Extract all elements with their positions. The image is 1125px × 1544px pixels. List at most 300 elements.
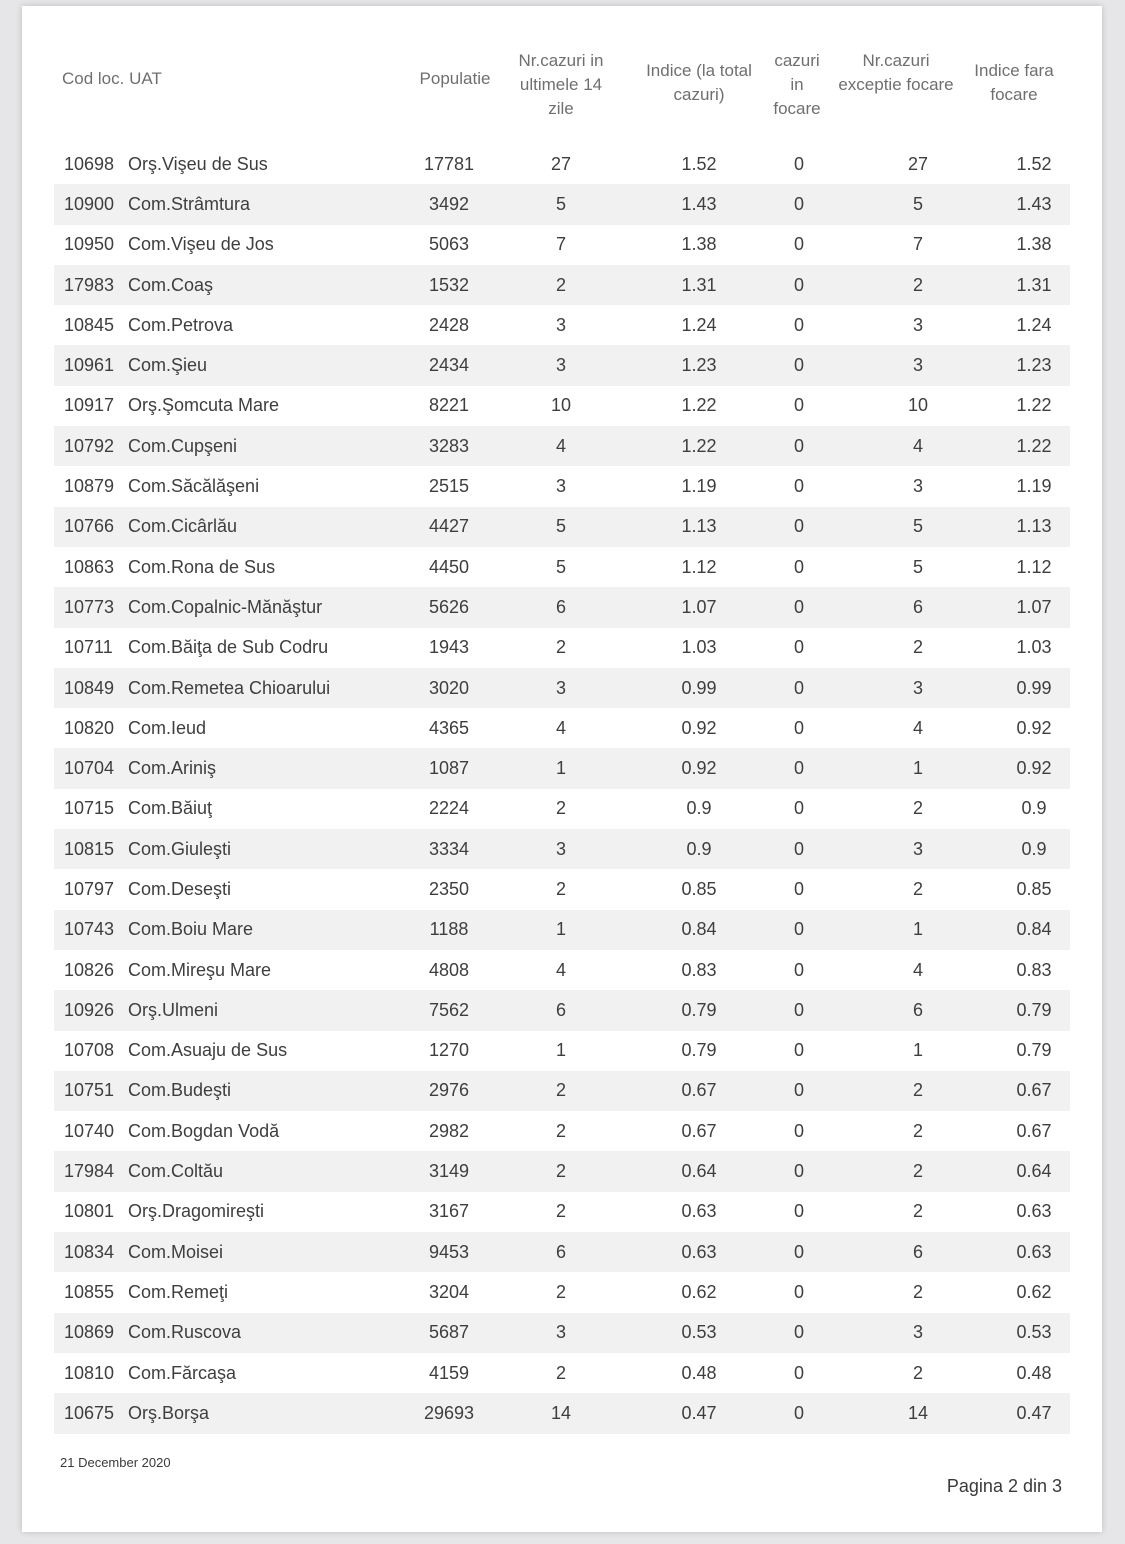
row-indice-fara: 1.52 bbox=[1016, 153, 1052, 174]
page-number: Pagina 2 din 3 bbox=[946, 1476, 1062, 1496]
table-row bbox=[54, 1071, 1070, 1111]
row-indice: 1.24 bbox=[681, 314, 717, 335]
row-uat: Com.Strâmtura bbox=[128, 193, 251, 214]
row-nr-exceptie: 3 bbox=[912, 838, 923, 859]
table-row bbox=[54, 345, 1070, 385]
row-nr-cazuri: 2 bbox=[555, 1201, 566, 1222]
row-nr-cazuri: 14 bbox=[550, 1402, 572, 1423]
table-row bbox=[54, 910, 1070, 950]
row-nr-exceptie: 3 bbox=[912, 476, 923, 497]
row-cazuri-focare: 0 bbox=[793, 395, 804, 416]
row-nr-cazuri: 6 bbox=[555, 999, 566, 1020]
row-nr-exceptie: 2 bbox=[912, 798, 923, 819]
table-header bbox=[22, 6, 1102, 136]
row-cazuri-focare: 0 bbox=[793, 153, 804, 174]
table-row bbox=[54, 829, 1070, 869]
row-cazuri-focare: 0 bbox=[793, 234, 804, 255]
row-cazuri-focare: 0 bbox=[793, 1201, 804, 1222]
row-indice-fara: 0.99 bbox=[1016, 677, 1052, 698]
row-code: 10740 bbox=[64, 1120, 115, 1141]
table-row bbox=[54, 1111, 1070, 1151]
row-nr-cazuri: 7 bbox=[555, 234, 566, 255]
row-cazuri-focare: 0 bbox=[793, 798, 804, 819]
row-indice: 0.67 bbox=[681, 1120, 717, 1141]
row-indice: 1.07 bbox=[681, 596, 717, 617]
row-nr-cazuri: 2 bbox=[555, 274, 566, 295]
row-code: 10820 bbox=[64, 717, 115, 738]
row-nr-exceptie: 2 bbox=[912, 1362, 923, 1383]
row-nr-exceptie: 4 bbox=[912, 435, 923, 456]
row-uat: Orş.Dragomireşti bbox=[128, 1201, 265, 1222]
table-row bbox=[54, 789, 1070, 829]
row-nr-exceptie: 5 bbox=[912, 556, 923, 577]
row-indice-fara: 1.19 bbox=[1016, 476, 1052, 497]
row-indice-fara: 1.23 bbox=[1016, 355, 1052, 376]
row-cazuri-focare: 0 bbox=[793, 919, 804, 940]
row-indice: 0.47 bbox=[681, 1402, 717, 1423]
row-populatie: 4450 bbox=[428, 556, 470, 577]
row-indice-fara: 0.63 bbox=[1016, 1201, 1052, 1222]
row-indice-fara: 0.84 bbox=[1016, 919, 1052, 940]
row-uat: Com.Bogdan Vodă bbox=[128, 1120, 280, 1141]
row-uat: Com.Cupşeni bbox=[128, 435, 238, 456]
row-indice-fara: 0.67 bbox=[1016, 1080, 1052, 1101]
row-nr-cazuri: 6 bbox=[555, 596, 566, 617]
header-nr-cazuri-14: Nr.cazuri in ultimele 14 zile bbox=[518, 51, 604, 118]
row-code: 17984 bbox=[64, 1161, 115, 1182]
row-indice: 0.9 bbox=[686, 798, 712, 819]
row-indice: 1.19 bbox=[681, 476, 717, 497]
table-row bbox=[54, 507, 1070, 547]
table-row bbox=[54, 466, 1070, 506]
row-populatie: 29693 bbox=[423, 1402, 475, 1423]
row-uat: Com.Băiuţ bbox=[128, 798, 213, 819]
row-uat: Orş.Ulmeni bbox=[128, 999, 219, 1020]
row-nr-cazuri: 4 bbox=[555, 435, 566, 456]
row-indice: 0.67 bbox=[681, 1080, 717, 1101]
row-indice: 0.63 bbox=[681, 1241, 717, 1262]
row-nr-exceptie: 3 bbox=[912, 355, 923, 376]
row-cazuri-focare: 0 bbox=[793, 878, 804, 899]
row-cazuri-focare: 0 bbox=[793, 1241, 804, 1262]
row-indice-fara: 1.22 bbox=[1016, 435, 1052, 456]
row-code: 17983 bbox=[64, 274, 115, 295]
row-cazuri-focare: 0 bbox=[793, 516, 804, 537]
row-indice: 1.43 bbox=[681, 193, 717, 214]
table-row bbox=[54, 144, 1070, 184]
table-row bbox=[54, 628, 1070, 668]
row-nr-cazuri: 4 bbox=[555, 717, 566, 738]
row-cazuri-focare: 0 bbox=[793, 677, 804, 698]
row-populatie: 3492 bbox=[428, 193, 470, 214]
row-indice-fara: 0.48 bbox=[1016, 1362, 1052, 1383]
row-uat: Com.Asuaju de Sus bbox=[128, 1040, 288, 1061]
row-code: 10792 bbox=[64, 435, 115, 456]
row-cazuri-focare: 0 bbox=[793, 355, 804, 376]
row-populatie: 8221 bbox=[428, 395, 470, 416]
row-nr-exceptie: 3 bbox=[912, 314, 923, 335]
row-indice: 0.79 bbox=[681, 999, 717, 1020]
table-row bbox=[54, 265, 1070, 305]
row-cazuri-focare: 0 bbox=[793, 838, 804, 859]
row-populatie: 3283 bbox=[428, 435, 470, 456]
row-nr-exceptie: 2 bbox=[912, 637, 923, 658]
row-code: 10826 bbox=[64, 959, 115, 980]
row-code: 10869 bbox=[64, 1322, 115, 1343]
row-uat: Com.Vişeu de Jos bbox=[128, 234, 274, 255]
table-row bbox=[54, 708, 1070, 748]
row-nr-cazuri: 1 bbox=[555, 1040, 566, 1061]
row-nr-exceptie: 6 bbox=[912, 999, 923, 1020]
row-nr-exceptie: 1 bbox=[912, 758, 923, 779]
row-uat: Com.Giuleşti bbox=[128, 838, 232, 859]
row-indice: 1.22 bbox=[681, 395, 717, 416]
row-nr-cazuri: 2 bbox=[555, 1281, 566, 1302]
row-nr-exceptie: 5 bbox=[912, 193, 923, 214]
row-cazuri-focare: 0 bbox=[793, 193, 804, 214]
row-uat: Com.Cicârlău bbox=[128, 516, 238, 537]
row-uat: Orş.Borşa bbox=[128, 1402, 210, 1423]
row-nr-cazuri: 3 bbox=[555, 314, 566, 335]
row-uat: Com.Ruscova bbox=[128, 1322, 242, 1343]
table-row bbox=[54, 184, 1070, 224]
row-uat: Com.Băiţa de Sub Codru bbox=[128, 637, 329, 658]
row-indice-fara: 0.83 bbox=[1016, 959, 1052, 980]
row-code: 10711 bbox=[64, 637, 113, 658]
row-code: 10810 bbox=[64, 1362, 115, 1383]
row-indice-fara: 1.31 bbox=[1016, 274, 1052, 295]
row-uat: Com.Fărcaşa bbox=[128, 1362, 237, 1383]
row-code: 10797 bbox=[64, 878, 115, 899]
row-code: 10715 bbox=[64, 798, 115, 819]
table-row bbox=[54, 386, 1070, 426]
row-indice-fara: 1.24 bbox=[1016, 314, 1052, 335]
row-indice: 1.03 bbox=[681, 637, 717, 658]
row-nr-exceptie: 3 bbox=[912, 677, 923, 698]
row-nr-cazuri: 3 bbox=[555, 838, 566, 859]
row-indice: 1.52 bbox=[681, 153, 717, 174]
row-populatie: 1270 bbox=[428, 1040, 470, 1061]
table-row bbox=[54, 1353, 1070, 1393]
header-code-uat: Cod loc. UAT bbox=[62, 69, 162, 88]
row-indice-fara: 0.53 bbox=[1016, 1322, 1052, 1343]
row-nr-cazuri: 2 bbox=[555, 878, 566, 899]
table-row bbox=[54, 1272, 1070, 1312]
row-code: 10950 bbox=[64, 234, 115, 255]
row-indice-fara: 0.62 bbox=[1016, 1281, 1052, 1302]
table-row bbox=[54, 547, 1070, 587]
row-indice-fara: 1.03 bbox=[1016, 637, 1052, 658]
row-nr-exceptie: 1 bbox=[912, 1040, 923, 1061]
row-populatie: 3020 bbox=[428, 677, 470, 698]
row-cazuri-focare: 0 bbox=[793, 717, 804, 738]
row-uat: Com.Remetea Chioarului bbox=[128, 677, 331, 698]
row-nr-exceptie: 14 bbox=[907, 1402, 929, 1423]
row-populatie: 7562 bbox=[428, 999, 470, 1020]
row-code: 10766 bbox=[64, 516, 115, 537]
row-indice-fara: 0.92 bbox=[1016, 758, 1052, 779]
row-uat: Com.Copalnic-Mănăştur bbox=[128, 596, 323, 617]
row-nr-exceptie: 2 bbox=[912, 1281, 923, 1302]
row-indice-fara: 1.38 bbox=[1016, 234, 1052, 255]
row-nr-cazuri: 2 bbox=[555, 1080, 566, 1101]
row-indice: 0.99 bbox=[681, 677, 717, 698]
table-row bbox=[54, 305, 1070, 345]
row-indice-fara: 0.64 bbox=[1016, 1161, 1052, 1182]
row-nr-cazuri: 3 bbox=[555, 677, 566, 698]
row-nr-exceptie: 6 bbox=[912, 1241, 923, 1262]
row-cazuri-focare: 0 bbox=[793, 556, 804, 577]
row-code: 10961 bbox=[64, 355, 115, 376]
row-nr-cazuri: 27 bbox=[550, 153, 572, 174]
row-populatie: 3204 bbox=[428, 1281, 470, 1302]
table-row bbox=[54, 225, 1070, 265]
row-populatie: 2350 bbox=[428, 878, 470, 899]
row-nr-cazuri: 2 bbox=[555, 1362, 566, 1383]
row-populatie: 2976 bbox=[428, 1080, 470, 1101]
row-cazuri-focare: 0 bbox=[793, 476, 804, 497]
row-populatie: 1087 bbox=[428, 758, 470, 779]
table-row bbox=[54, 1232, 1070, 1272]
row-cazuri-focare: 0 bbox=[793, 1362, 804, 1383]
row-cazuri-focare: 0 bbox=[793, 637, 804, 658]
row-cazuri-focare: 0 bbox=[793, 1161, 804, 1182]
row-nr-cazuri: 5 bbox=[555, 516, 566, 537]
row-indice-fara: 1.07 bbox=[1016, 596, 1052, 617]
row-nr-cazuri: 1 bbox=[555, 919, 566, 940]
row-indice: 0.9 bbox=[686, 838, 712, 859]
row-indice-fara: 0.79 bbox=[1016, 1040, 1052, 1061]
table-row bbox=[54, 950, 1070, 990]
row-code: 10675 bbox=[64, 1402, 115, 1423]
row-populatie: 5063 bbox=[428, 234, 470, 255]
row-populatie: 3149 bbox=[428, 1161, 470, 1182]
row-code: 10698 bbox=[64, 153, 115, 174]
row-populatie: 17781 bbox=[423, 153, 475, 174]
row-uat: Com.Coltău bbox=[128, 1161, 224, 1182]
row-indice: 1.12 bbox=[681, 556, 717, 577]
row-nr-cazuri: 3 bbox=[555, 1322, 566, 1343]
row-code: 10845 bbox=[64, 314, 115, 335]
row-indice-fara: 0.67 bbox=[1016, 1120, 1052, 1141]
report-date: 21 December 2020 bbox=[60, 1455, 171, 1470]
row-nr-exceptie: 3 bbox=[912, 1322, 923, 1343]
row-populatie: 3334 bbox=[428, 838, 470, 859]
row-indice: 0.63 bbox=[681, 1201, 717, 1222]
row-nr-cazuri: 4 bbox=[555, 959, 566, 980]
row-code: 10879 bbox=[64, 476, 115, 497]
row-cazuri-focare: 0 bbox=[793, 758, 804, 779]
row-uat: Com.Petrova bbox=[128, 314, 234, 335]
row-cazuri-focare: 0 bbox=[793, 1080, 804, 1101]
row-uat: Com.Rona de Sus bbox=[128, 556, 276, 577]
row-indice-fara: 1.22 bbox=[1016, 395, 1052, 416]
table-row bbox=[54, 1313, 1070, 1353]
row-indice: 0.53 bbox=[681, 1322, 717, 1343]
row-indice-fara: 0.92 bbox=[1016, 717, 1052, 738]
row-indice: 0.84 bbox=[681, 919, 717, 940]
row-indice: 0.92 bbox=[681, 758, 717, 779]
row-nr-exceptie: 2 bbox=[912, 1161, 923, 1182]
row-populatie: 4808 bbox=[428, 959, 470, 980]
table-row bbox=[54, 1192, 1070, 1232]
row-nr-cazuri: 5 bbox=[555, 556, 566, 577]
row-populatie: 5626 bbox=[428, 596, 470, 617]
row-code: 10751 bbox=[64, 1080, 115, 1101]
row-nr-cazuri: 5 bbox=[555, 193, 566, 214]
row-indice-fara: 0.85 bbox=[1016, 878, 1052, 899]
row-uat: Com.Ariniş bbox=[128, 758, 217, 779]
table-row bbox=[54, 587, 1070, 627]
row-indice: 0.92 bbox=[681, 717, 717, 738]
row-cazuri-focare: 0 bbox=[793, 1120, 804, 1141]
row-populatie: 2515 bbox=[428, 476, 470, 497]
row-populatie: 2224 bbox=[428, 798, 470, 819]
row-nr-cazuri: 2 bbox=[555, 798, 566, 819]
row-indice-fara: 0.47 bbox=[1016, 1402, 1052, 1423]
row-populatie: 2982 bbox=[428, 1120, 470, 1141]
row-nr-exceptie: 4 bbox=[912, 959, 923, 980]
row-nr-exceptie: 2 bbox=[912, 1120, 923, 1141]
row-cazuri-focare: 0 bbox=[793, 1281, 804, 1302]
row-code: 10834 bbox=[64, 1241, 115, 1262]
row-nr-exceptie: 4 bbox=[912, 717, 923, 738]
row-uat: Com.Moisei bbox=[128, 1241, 224, 1262]
row-uat: Com.Şieu bbox=[128, 355, 208, 376]
table-row bbox=[54, 748, 1070, 788]
row-nr-cazuri: 2 bbox=[555, 1120, 566, 1141]
row-nr-exceptie: 2 bbox=[912, 878, 923, 899]
row-nr-cazuri: 6 bbox=[555, 1241, 566, 1262]
row-populatie: 2428 bbox=[428, 314, 470, 335]
row-indice: 0.85 bbox=[681, 878, 717, 899]
row-populatie: 3167 bbox=[428, 1201, 470, 1222]
row-populatie: 1943 bbox=[428, 637, 470, 658]
row-cazuri-focare: 0 bbox=[793, 596, 804, 617]
row-cazuri-focare: 0 bbox=[793, 999, 804, 1020]
row-cazuri-focare: 0 bbox=[793, 1040, 804, 1061]
row-uat: Com.Mireşu Mare bbox=[128, 959, 272, 980]
row-code: 10926 bbox=[64, 999, 115, 1020]
row-nr-exceptie: 2 bbox=[912, 274, 923, 295]
header-indice-total: Indice (la total cazuri) bbox=[646, 61, 752, 104]
row-nr-cazuri: 10 bbox=[550, 395, 572, 416]
row-indice-fara: 0.9 bbox=[1021, 798, 1047, 819]
row-nr-cazuri: 1 bbox=[555, 758, 566, 779]
row-populatie: 4365 bbox=[428, 717, 470, 738]
row-code: 10863 bbox=[64, 556, 115, 577]
row-populatie: 5687 bbox=[428, 1322, 470, 1343]
row-populatie: 4427 bbox=[428, 516, 470, 537]
row-populatie: 1188 bbox=[429, 919, 469, 940]
row-uat: Com.Coaş bbox=[128, 274, 214, 295]
row-indice: 1.31 bbox=[681, 274, 717, 295]
row-indice: 1.38 bbox=[681, 234, 717, 255]
header-indice-fara: Indice fara focare bbox=[974, 61, 1054, 104]
row-code: 10917 bbox=[64, 395, 115, 416]
row-cazuri-focare: 0 bbox=[793, 435, 804, 456]
row-populatie: 1532 bbox=[428, 274, 470, 295]
table-row bbox=[54, 1031, 1070, 1071]
row-uat: Orş.Şomcuta Mare bbox=[128, 395, 280, 416]
row-code: 10743 bbox=[64, 919, 115, 940]
row-populatie: 4159 bbox=[428, 1362, 470, 1383]
row-nr-cazuri: 3 bbox=[555, 476, 566, 497]
row-nr-exceptie: 2 bbox=[912, 1201, 923, 1222]
row-nr-exceptie: 7 bbox=[912, 234, 923, 255]
row-code: 10900 bbox=[64, 193, 115, 214]
row-nr-cazuri: 2 bbox=[555, 637, 566, 658]
row-indice: 0.83 bbox=[681, 959, 717, 980]
table-body bbox=[54, 144, 1070, 1434]
row-indice-fara: 1.12 bbox=[1016, 556, 1052, 577]
table-row bbox=[54, 668, 1070, 708]
row-uat: Com.Ieud bbox=[128, 717, 207, 738]
row-nr-cazuri: 3 bbox=[555, 355, 566, 376]
row-cazuri-focare: 0 bbox=[793, 1402, 804, 1423]
row-cazuri-focare: 0 bbox=[793, 959, 804, 980]
row-uat: Orş.Vişeu de Sus bbox=[128, 153, 268, 174]
header-cazuri-focare: cazuri in focare bbox=[773, 51, 821, 118]
header-populatie: Populatie bbox=[419, 69, 491, 88]
row-cazuri-focare: 0 bbox=[793, 1322, 804, 1343]
row-code: 10815 bbox=[64, 838, 115, 859]
table-row bbox=[54, 869, 1070, 909]
row-indice: 1.23 bbox=[681, 355, 717, 376]
row-nr-exceptie: 27 bbox=[907, 153, 929, 174]
table-row bbox=[54, 1151, 1070, 1191]
row-uat: Com.Remeţi bbox=[128, 1281, 229, 1302]
row-indice-fara: 0.79 bbox=[1016, 999, 1052, 1020]
row-code: 10704 bbox=[64, 758, 115, 779]
row-nr-exceptie: 2 bbox=[912, 1080, 923, 1101]
header-nr-exceptie: Nr.cazuri exceptie focare bbox=[838, 51, 954, 94]
row-cazuri-focare: 0 bbox=[793, 314, 804, 335]
row-populatie: 2434 bbox=[428, 355, 470, 376]
table-row bbox=[54, 426, 1070, 466]
row-indice: 0.48 bbox=[681, 1362, 717, 1383]
row-nr-exceptie: 6 bbox=[912, 596, 923, 617]
row-code: 10801 bbox=[64, 1201, 115, 1222]
row-indice-fara: 1.13 bbox=[1016, 516, 1052, 537]
row-code: 10708 bbox=[64, 1040, 115, 1061]
row-indice: 1.13 bbox=[681, 516, 717, 537]
row-nr-exceptie: 1 bbox=[912, 919, 923, 940]
row-code: 10773 bbox=[64, 596, 115, 617]
row-code: 10855 bbox=[64, 1281, 115, 1302]
row-cazuri-focare: 0 bbox=[793, 274, 804, 295]
row-indice-fara: 1.43 bbox=[1016, 193, 1052, 214]
table-row bbox=[54, 990, 1070, 1030]
row-nr-exceptie: 5 bbox=[912, 516, 923, 537]
row-indice: 0.64 bbox=[681, 1161, 717, 1182]
row-uat: Com.Săcălăşeni bbox=[128, 476, 260, 497]
document-page bbox=[22, 6, 1102, 1532]
table-row bbox=[54, 1393, 1070, 1433]
row-indice: 1.22 bbox=[681, 435, 717, 456]
row-uat: Com.Boiu Mare bbox=[128, 919, 254, 940]
row-indice-fara: 0.9 bbox=[1021, 838, 1047, 859]
row-indice: 0.79 bbox=[681, 1040, 717, 1061]
row-nr-exceptie: 10 bbox=[907, 395, 929, 416]
row-indice-fara: 0.63 bbox=[1016, 1241, 1052, 1262]
row-code: 10849 bbox=[64, 677, 115, 698]
row-uat: Com.Budeşti bbox=[128, 1080, 232, 1101]
row-nr-cazuri: 2 bbox=[555, 1161, 566, 1182]
row-uat: Com.Deseşti bbox=[128, 878, 232, 899]
row-populatie: 9453 bbox=[428, 1241, 470, 1262]
row-indice: 0.62 bbox=[681, 1281, 717, 1302]
